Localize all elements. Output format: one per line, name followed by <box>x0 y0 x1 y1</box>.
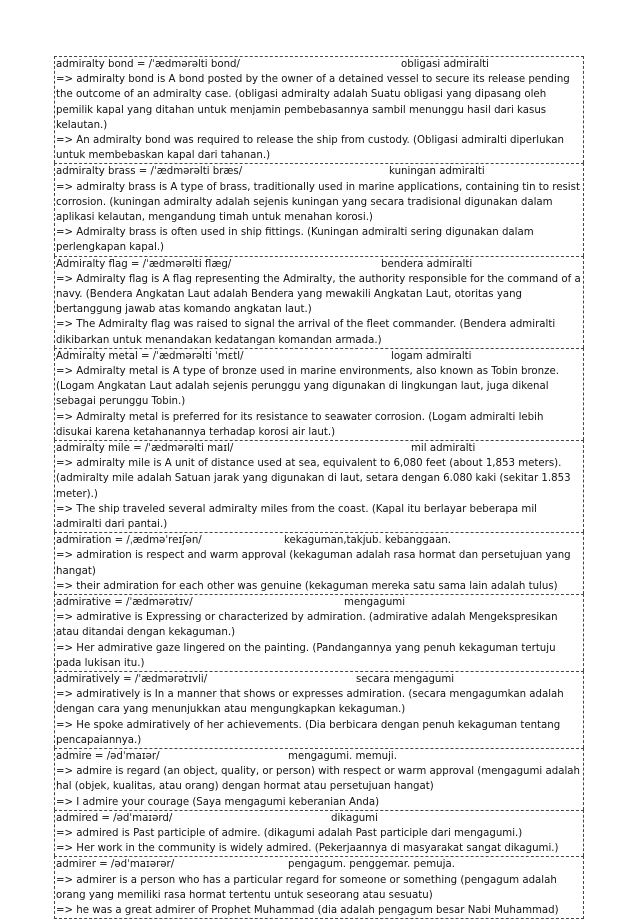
entry-term: Admiralty metal = /ˈædmərəlti ˈmɛtl/ <box>56 350 244 362</box>
entry-term: admiratively = /ˈædmərətɪvli/ <box>56 674 208 686</box>
entry-example: => Her admirative gaze lingered on the painting. (Pandangannya yang penuh kekaguman tertuju pada lukisan itu.) <box>56 642 556 669</box>
entry-term: admirative = /ˈædmərətɪv/ <box>56 597 193 609</box>
entry-term: Admiralty flag = /ˈædmərəlti flæg/ <box>56 258 232 270</box>
entry-definition: => admiratively is In a manner that shows or expresses admiration. (secara mengagumkan adalah dengan cara yang menunjukkan atau mengungkapkan kekaguman.) <box>56 689 564 716</box>
entry-term: admirer = /ədˈmaɪərər/ <box>56 859 175 871</box>
entry-header <box>56 441 582 456</box>
dictionary-entry <box>54 256 584 348</box>
entry-definition: => admirer is a person who has a particular regard for someone or something (pengagum adalah orang yang memiliki rasa hormat tertentu untuk seseorang atau sesuatu) <box>56 874 557 901</box>
entry-term: admire = /ədˈmaɪər/ <box>56 751 160 763</box>
dictionary-page <box>54 56 584 919</box>
entry-header <box>56 595 582 610</box>
entry-definition: => admiralty brass is A type of brass, traditionally used in marine applications, containing tin to resist corrosion. (kuningan admiralty adalah sejenis kuningan yang secara tradisional digunakan dalam aplikasi kelautan, mengandung timah untuk menahan korosi.) <box>56 181 580 223</box>
entry-header <box>56 749 582 764</box>
entry-translation: secara mengagumi <box>356 674 455 686</box>
entry-definition: => admirative is Expressing or characterized by admiration. (admirative adalah Mengekspresikan atau ditandai dengan kekaguman.) <box>56 612 558 639</box>
entry-header <box>56 857 582 872</box>
entry-example: => I admire your courage (Saya mengagumi keberanian Anda) <box>56 796 380 808</box>
dictionary-entry <box>54 440 584 532</box>
entry-translation: mengagumi <box>344 597 406 609</box>
entry-definition: => admiration is respect and warm approval (kekaguman adalah rasa hormat dan persetujuan yang hangat) <box>56 550 571 577</box>
entry-header <box>56 672 582 687</box>
entry-term: admiralty brass = /ˈædmərəlti bræs/ <box>56 166 243 178</box>
entry-translation: bendera admiralti <box>381 258 473 270</box>
dictionary-entry <box>54 810 584 857</box>
entry-definition: => admired is Past participle of admire. (dikagumi adalah Past participle dari mengagumi.) <box>56 828 523 839</box>
entry-translation: mengagumi. memuji. <box>288 751 397 763</box>
entry-term: admiralty bond = /ˈædmərəlti bond/ <box>56 59 240 70</box>
entry-example: => he was a great admirer of Prophet Muhammad (dia adalah pengagum besar Nabi Muhammad) <box>56 905 559 916</box>
dictionary-entry <box>54 671 584 748</box>
entry-translation: obligasi admiralti <box>401 59 489 70</box>
entry-translation: kuningan admiralti <box>389 166 485 178</box>
entry-header <box>56 811 582 826</box>
entry-example: => He spoke admiratively of her achievements. (Dia berbicara dengan penuh kekaguman tentang pencapaiannya.) <box>56 719 561 746</box>
entry-example: => Admiralty metal is preferred for its resistance to seawater corrosion. (Logam admiralti lebih disukai karena ketahanannya terhadap korosi air laut.) <box>56 411 544 438</box>
entry-example: => their admiration for each other was genuine (kekaguman mereka satu sama lain adalah tulus) <box>56 580 558 592</box>
entry-example: => The ship traveled several admiralty miles from the coast. (Kapal itu berlayar beberapa mil admiralti dari pantai.) <box>56 503 537 531</box>
entry-header <box>56 164 582 179</box>
entry-translation: logam admiralti <box>391 350 472 362</box>
entry-example: => Her work in the community is widely admired. (Pekerjaannya di masyarakat sangat dikagumi.) <box>56 843 559 855</box>
entry-header <box>56 57 582 72</box>
entry-example: => An admiralty bond was required to release the ship from custody. (Obligasi admiralti diperlukan untuk membebaskan kapal dari tahanan.) <box>56 135 564 162</box>
entry-translation: kekaguman,takjub. kebanggaan. <box>284 535 452 547</box>
entry-example: => Admiralty brass is often used in ship fittings. (Kuningan admiralti sering digunakan dalam perlengkapan kapal.) <box>56 227 534 254</box>
entry-header <box>56 349 582 364</box>
entry-term: admiralty mile = /ˈædmərəlti maɪl/ <box>56 443 234 455</box>
entry-example: => The Admiralty flag was raised to signal the arrival of the fleet commander. (Bendera admiralti dikibarkan untuk menandakan kedatangan komandan armada.) <box>56 319 556 346</box>
entry-definition: => admiralty bond is A bond posted by the owner of a detained vessel to secure its release pending the outcome of an admiralty case. (obligasi admiralty adalah Suatu obligasi yang dipasang oleh pemilik kapal yang ditahan untuk menjamin pembebasannya sambil menunggu hasil dari kasus kelautan.) <box>56 74 570 131</box>
entry-term: admired = /ədˈmaɪərd/ <box>56 812 173 824</box>
entry-header <box>56 533 582 548</box>
entry-term: admiration = /ˌædməˈreɪʃən/ <box>56 535 202 547</box>
entry-translation: pengagum. penggemar. pemuja. <box>288 859 455 871</box>
entry-definition: => Admiralty metal is A type of bronze used in marine environments, also known as Tobin bronze. (Logam Angkatan Laut adalah sejenis perunggu yang digunakan di lingkungan laut, juga dikenal sebagai perunggu Tobin.) <box>56 366 559 408</box>
dictionary-entry <box>54 163 584 255</box>
entry-definition: => admire is regard (an object, quality, or person) with respect or warm approval (mengagumi adalah hal (objek, kualitas, atau orang) dengan hormat atau persetujuan hangat) <box>56 766 580 793</box>
dictionary-entry <box>54 856 584 919</box>
dictionary-entry <box>54 594 584 671</box>
entry-definition: => Admiralty flag is A flag representing the Admiralty, the authority responsible for the command of a navy. (Bendera Angkatan Laut adalah Bendera yang mewakili Angkatan Laut, otoritas yang bertanggung jawab atas komando angkatan laut.) <box>56 273 581 316</box>
dictionary-entry <box>54 748 584 810</box>
entry-definition: => admiralty mile is A unit of distance used at sea, equivalent to 6,080 feet (about 1,853 meters). (admiralty mile adalah Satuan jarak yang digunakan di laut, setara dengan 6.080 kaki (sekitar 1.853 meter).) <box>56 458 571 500</box>
entry-header <box>56 257 582 272</box>
dictionary-entry <box>54 348 584 440</box>
entry-translation: dikagumi <box>331 812 378 824</box>
dictionary-entry <box>54 532 584 594</box>
entry-translation: mil admiralti <box>411 443 476 455</box>
dictionary-entry <box>54 56 584 163</box>
